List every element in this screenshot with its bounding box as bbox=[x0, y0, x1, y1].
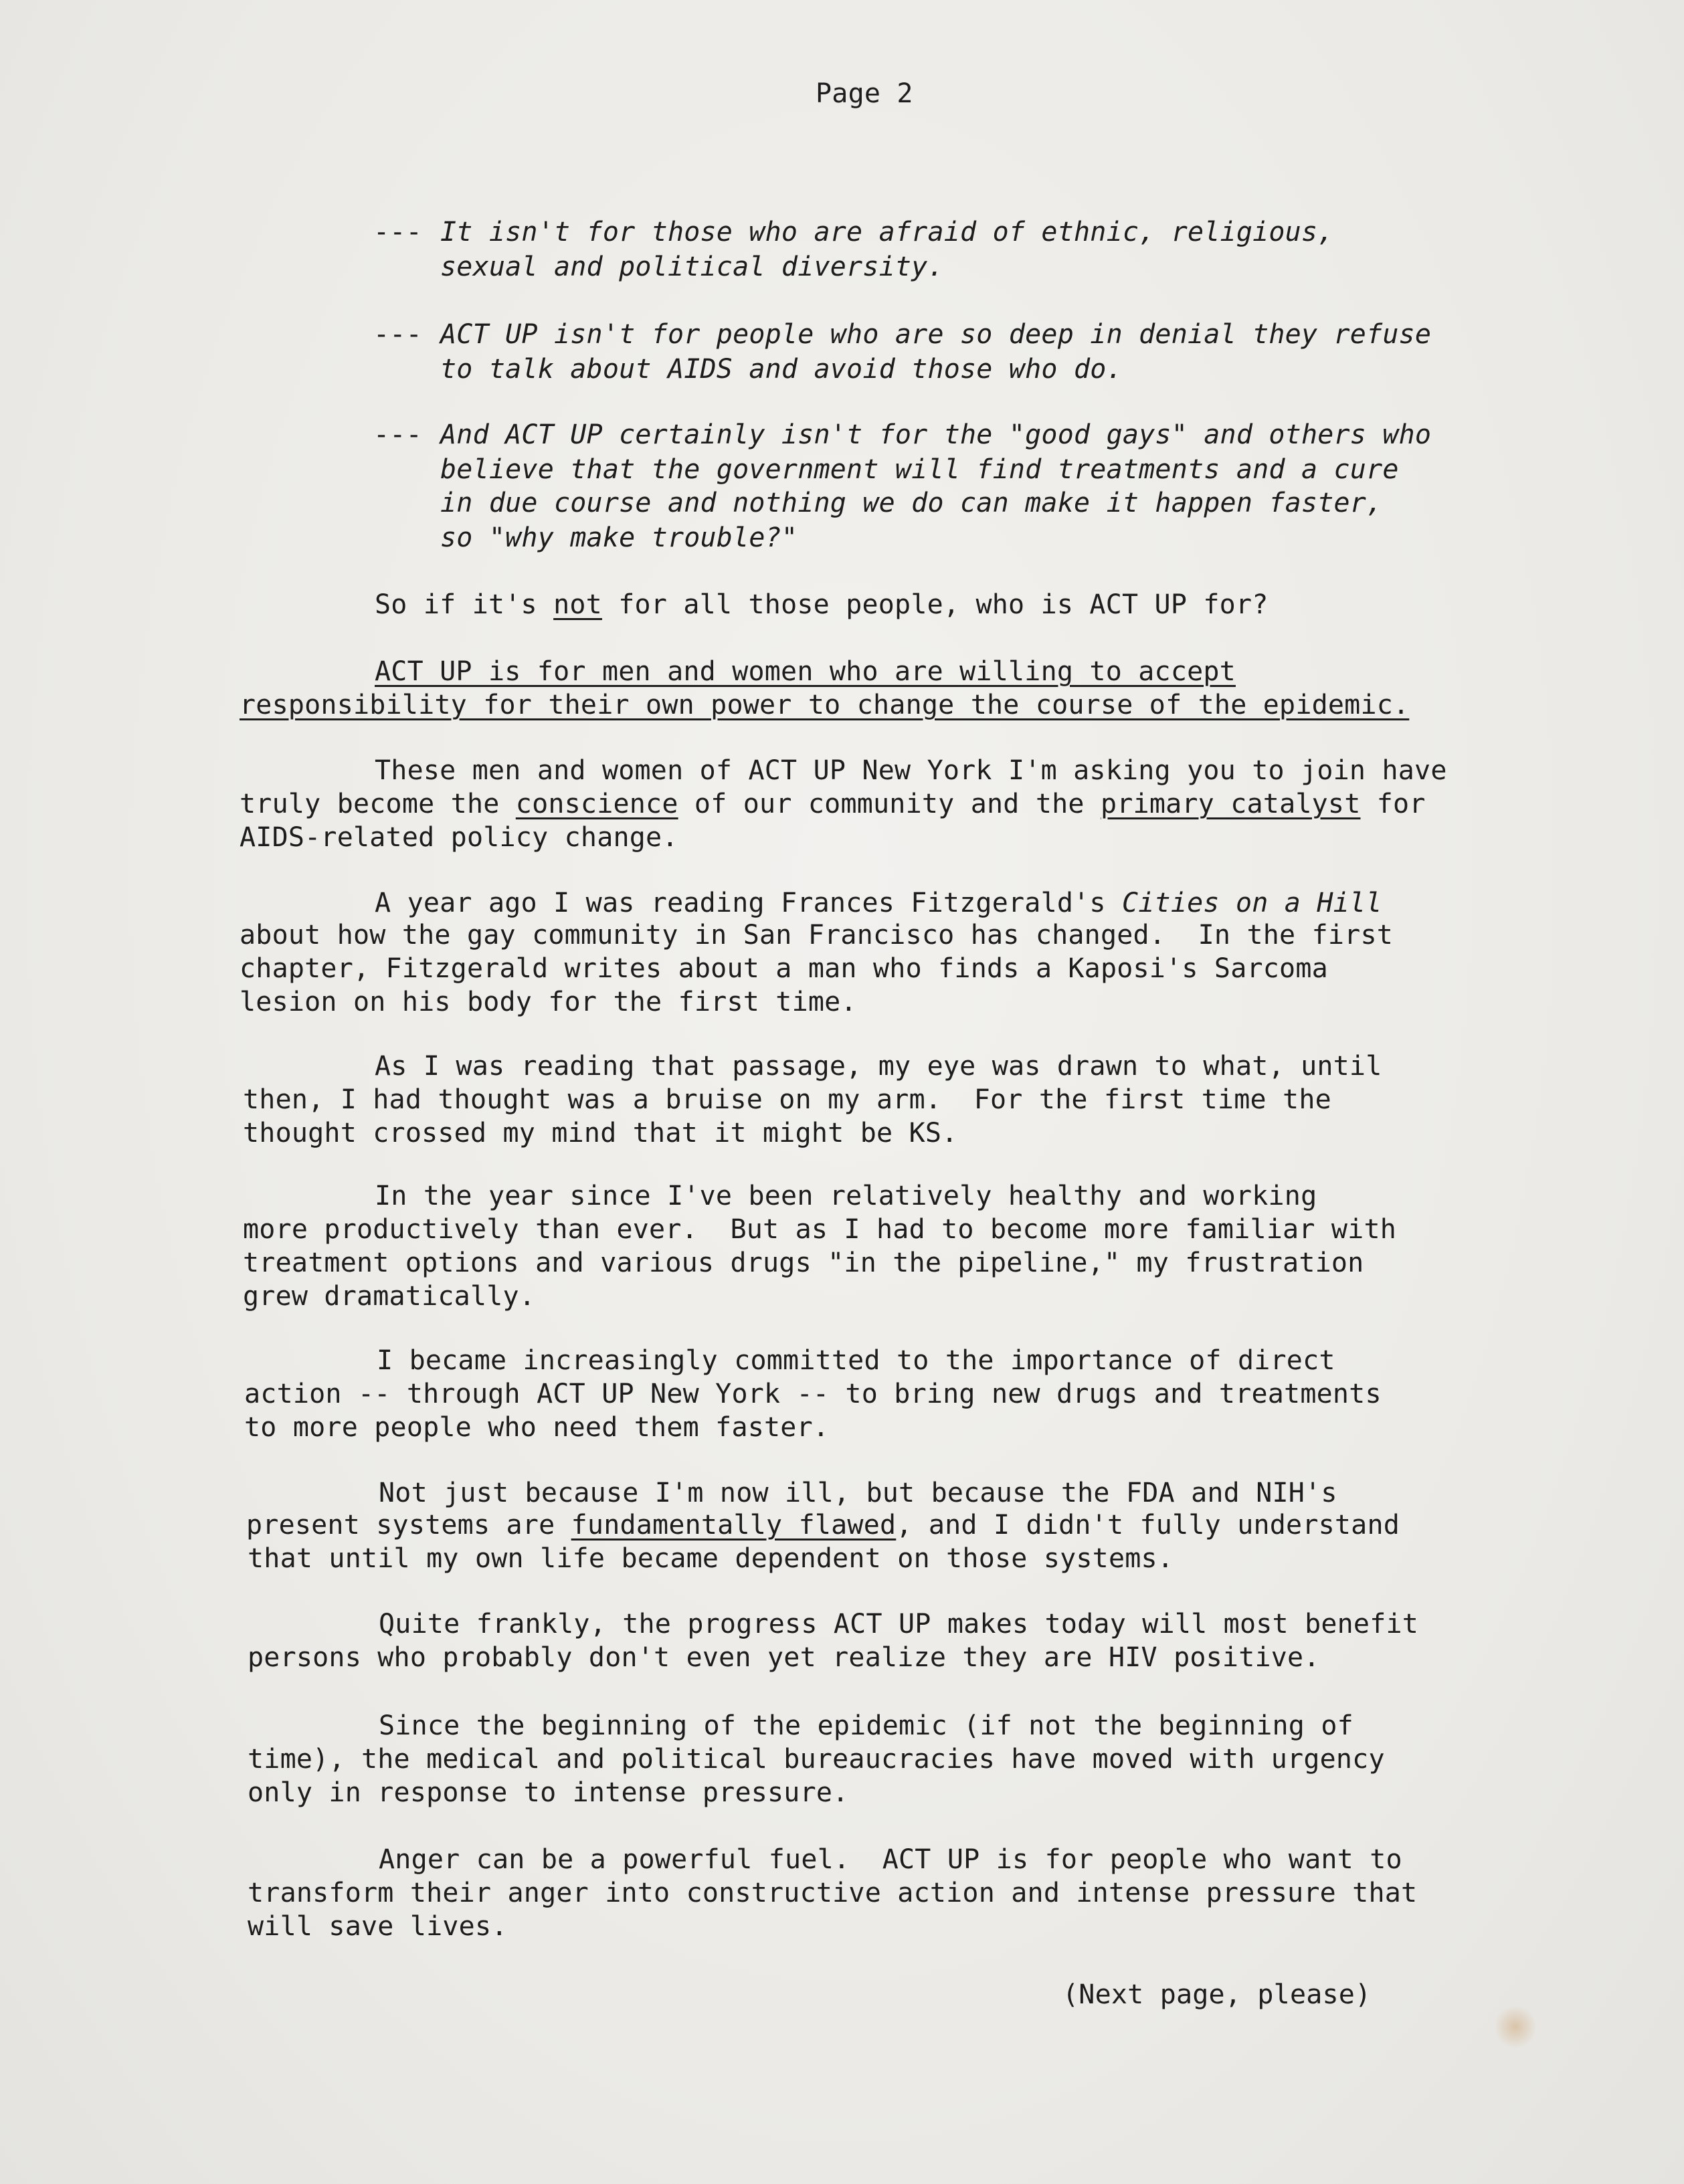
bullet-2-line-1: ACT UP isn't for people who are so deep in denial they refuse bbox=[440, 319, 1432, 350]
p9-line-1: Anger can be a powerful fuel. ACT UP is for people who want to bbox=[379, 1844, 1402, 1875]
p8-line-2: time), the medical and political bureaucracies have moved with urgency bbox=[248, 1744, 1385, 1775]
p1-line-1: These men and women of ACT UP New York I'm asking you to join have bbox=[375, 755, 1447, 786]
p2-text-a: A year ago I was reading Frances Fitzgerald's bbox=[375, 888, 1122, 918]
p9-line-3: will save lives. bbox=[248, 1911, 508, 1942]
question-line bbox=[375, 589, 1269, 621]
p2-book-title: Cities on a Hill bbox=[1121, 888, 1382, 918]
p2-line-1 bbox=[375, 887, 1382, 919]
question-underlined: not bbox=[553, 589, 602, 620]
bullet-dash: --- bbox=[373, 217, 422, 247]
p6-text-a: present systems are bbox=[246, 1510, 571, 1541]
p1-underlined-conscience: conscience bbox=[515, 789, 678, 819]
p8-line-1: Since the beginning of the epidemic (if not the beginning of bbox=[379, 1710, 1353, 1741]
p5-line-1: I became increasingly committed to the importance of direct bbox=[377, 1345, 1335, 1376]
p6-text-b: , and I didn't fully understand bbox=[896, 1510, 1400, 1541]
p6-underlined-flawed: fundamentally flawed bbox=[571, 1510, 897, 1541]
paper-stain bbox=[1495, 2003, 1535, 2050]
p4-line-2: more productively than ever. But as I had to become more familiar with bbox=[243, 1214, 1397, 1245]
p6-line-1: Not just because I'm now ill, but because the FDA and NIH's bbox=[379, 1478, 1337, 1508]
bullet-3-line-3: in due course and nothing we do can make it happen faster, bbox=[440, 488, 1383, 518]
bullet-3-line-4: so "why make trouble?" bbox=[440, 522, 798, 553]
bullet-1-line-2: sexual and political diversity. bbox=[440, 252, 944, 282]
p4-line-3: treatment options and various drugs "in the pipeline," my frustration bbox=[243, 1248, 1364, 1278]
bullet-dash: --- bbox=[373, 419, 422, 450]
p8-line-3: only in response to intense pressure. bbox=[248, 1777, 849, 1808]
p1-underlined-catalyst: primary catalyst bbox=[1100, 789, 1361, 819]
bullet-dash: --- bbox=[373, 319, 422, 350]
p1-text-c: for bbox=[1360, 789, 1426, 819]
p7-line-1: Quite frankly, the progress ACT UP makes today will most benefit bbox=[379, 1609, 1419, 1640]
p6-line-3: that until my own life became dependent on those systems. bbox=[248, 1543, 1174, 1574]
answer-line-2: responsibility for their own power to change the course of the epidemic. bbox=[240, 690, 1410, 720]
p3-line-1: As I was reading that passage, my eye was drawn to what, until bbox=[375, 1051, 1382, 1082]
bullet-3-line-2: believe that the government will find treatments and a cure bbox=[440, 454, 1399, 485]
p6-line-2 bbox=[246, 1509, 1400, 1541]
p5-line-3: to more people who need them faster. bbox=[244, 1412, 830, 1443]
p4-line-4: grew dramatically. bbox=[243, 1281, 536, 1312]
p7-line-2: persons who probably don't even yet realize they are HIV positive. bbox=[248, 1642, 1320, 1673]
page-header: Page 2 bbox=[816, 78, 913, 109]
answer-line-1: ACT UP is for men and women who are willing to accept bbox=[375, 656, 1236, 687]
bullet-1-line-1: It isn't for those who are afraid of ethnic, religious, bbox=[440, 217, 1334, 247]
question-after: for all those people, who is ACT UP for? bbox=[601, 589, 1269, 620]
p1-line-2 bbox=[240, 788, 1426, 820]
bullet-3-line-1: And ACT UP certainly isn't for the "good gays" and others who bbox=[440, 419, 1432, 450]
question-before: So if it's bbox=[375, 589, 554, 620]
p5-line-2: action -- through ACT UP New York -- to bring new drugs and treatments bbox=[244, 1379, 1382, 1409]
p1-line-3: AIDS-related policy change. bbox=[240, 822, 678, 853]
p1-text-a: truly become the bbox=[240, 789, 516, 819]
p4-line-1: In the year since I've been relatively healthy and working bbox=[375, 1181, 1317, 1211]
bullet-2-line-2: to talk about AIDS and avoid those who do. bbox=[440, 354, 1123, 385]
p1-text-b: of our community and the bbox=[678, 789, 1101, 819]
p2-line-2: about how the gay community in San Francisco has changed. In the first bbox=[240, 920, 1394, 951]
p9-line-2: transform their anger into constructive action and intense pressure that bbox=[248, 1878, 1418, 1908]
p3-line-2: then, I had thought was a bruise on my arm. For the first time the bbox=[243, 1084, 1331, 1115]
p2-line-4: lesion on his body for the first time. bbox=[240, 987, 857, 1017]
next-page-note: (Next page, please) bbox=[1062, 1979, 1372, 2010]
p3-line-3: thought crossed my mind that it might be KS. bbox=[243, 1118, 958, 1149]
p2-line-3: chapter, Fitzgerald writes about a man who finds a Kaposi's Sarcoma bbox=[240, 953, 1328, 984]
